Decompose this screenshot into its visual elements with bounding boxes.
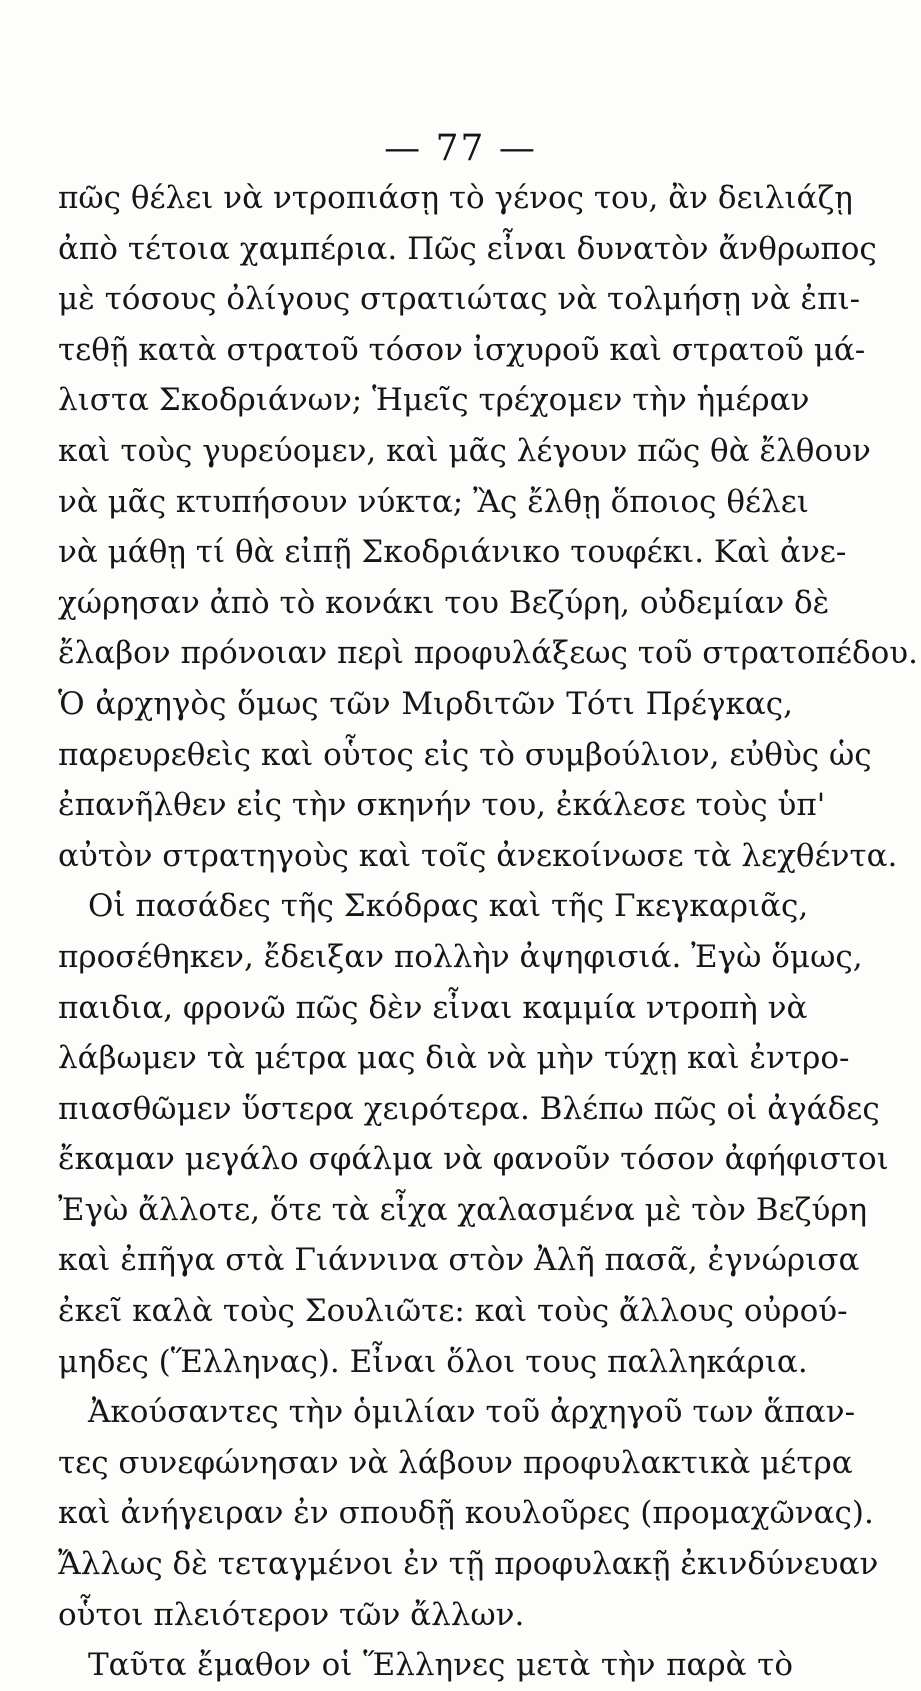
- text-line: ἐκεῖ καλὰ τοὺς Σουλιῶτε: καὶ τοὺς ἄλλους οὐρού-: [58, 1293, 848, 1330]
- text-line: νὰ μᾶς κτυπήσουν νύκτα; Ἂς ἔλθῃ ὅποιος θέλει: [58, 483, 809, 520]
- body-text: [58, 173, 919, 1691]
- text-line: προσέθηκεν, ἔδειξαν πολλὴν ἀψηφισιά. Ἐγὼ ὅμως,: [58, 938, 863, 975]
- text-line: οὗτοι πλειότερον τῶν ἄλλων.: [58, 1596, 525, 1633]
- text-line: Ἄλλως δὲ τεταγμένοι ἐν τῇ προφυλακῇ ἐκινδύνευαν: [58, 1546, 879, 1583]
- text-line: αὐτὸν στρατηγοὺς καὶ τοῖς ἀνεκοίνωσε τὰ λεχθέντα.: [58, 837, 898, 874]
- page-number: — 77 —: [384, 128, 537, 169]
- text-line: ἀπὸ τέτοια χαμπέρια. Πῶς εἶναι δυνατὸν ἄνθρωπος: [58, 230, 877, 267]
- text-line: καὶ τοὺς γυρεύομεν, καὶ μᾶς λέγουν πῶς θὰ ἔλθουν: [58, 432, 871, 469]
- text-line: ἔκαμαν μεγάλο σφάλμα νὰ φανοῦν τόσον ἀφήφιστοι: [58, 1141, 889, 1178]
- text-line: Ἐγὼ ἄλλοτε, ὅτε τὰ εἶχα χαλασμένα μὲ τὸν Βεζύρη: [58, 1191, 868, 1228]
- text-line: τες συνεφώνησαν νὰ λάβουν προφυλακτικὰ μέτρα: [58, 1444, 853, 1481]
- text-line: λάβωμεν τὰ μέτρα μας διὰ νὰ μὴν τύχῃ καὶ ἐντρο-: [58, 1040, 850, 1077]
- text-line: παρευρεθεὶς καὶ οὗτος εἰς τὸ συμβούλιον, εὐθὺς ὡς: [58, 736, 872, 773]
- text-line: Ἀκούσαντες τὴν ὁμιλίαν τοῦ ἀρχηγοῦ των ἅπαν-: [88, 1394, 856, 1431]
- text-line: ἐπανῆλθεν εἰς τὴν σκηνήν του, ἐκάλεσε τοὺς ὑπ': [58, 787, 826, 824]
- text-line: παιδια, φρονῶ πῶς δὲν εἶναι καμμία ντροπὴ νὰ: [58, 989, 808, 1026]
- text-line: πιασθῶμεν ὕστερα χειρότερα. Βλέπω πῶς οἱ ἀγάδες: [58, 1090, 880, 1127]
- text-line: ἔλαβον πρόνοιαν περὶ προφυλάξεως τοῦ στρατοπέδου.: [58, 635, 919, 672]
- text-line: πῶς θέλει νὰ ντροπιάσῃ τὸ γένος του, ἂν δειλιάζῃ: [58, 180, 853, 216]
- text-line: χώρησαν ἀπὸ τὸ κονάκι του Βεζύρη, οὐδεμίαν δὲ: [58, 584, 830, 621]
- text-line: νὰ μάθῃ τί θὰ εἰπῇ Σκοδριάνικο τουφέκι. Καὶ ἀνε-: [58, 534, 847, 571]
- text-line: καὶ ἐπῆγα στὰ Γιάννινα στὸν Ἀλῆ πασᾶ, ἐγνώρισα: [58, 1242, 860, 1279]
- text-line: Οἱ πασάδες τῆς Σκόδρας καὶ τῆς Γκεγκαριᾶς,: [88, 888, 809, 925]
- text-line: τεθῇ κατὰ στρατοῦ τόσον ἰσχυροῦ καὶ στρατοῦ μά-: [58, 331, 866, 368]
- text-line: λιστα Σκοδριάνων; Ἡμεῖς τρέχομεν τὴν ἡμέραν: [58, 382, 810, 419]
- text-line: μὲ τόσους ὀλίγους στρατιώτας νὰ τολμήσῃ νὰ ἐπι-: [58, 281, 861, 318]
- text-line: Ὁ ἀρχηγὸς ὅμως τῶν Μιρδιτῶν Τότι Πρέγκας,: [58, 685, 793, 722]
- text-line: καὶ ἀνήγειραν ἐν σπουδῇ κουλοῦρες (προμαχῶνας).: [58, 1495, 874, 1532]
- text-line: μηδες (Ἕλληνας). Εἶναι ὅλοι τους παλληκάρια.: [58, 1343, 808, 1380]
- text-line: Ταῦτα ἔμαθον οἱ Ἕλληνες μετὰ τὴν παρὰ τὸ: [88, 1647, 793, 1684]
